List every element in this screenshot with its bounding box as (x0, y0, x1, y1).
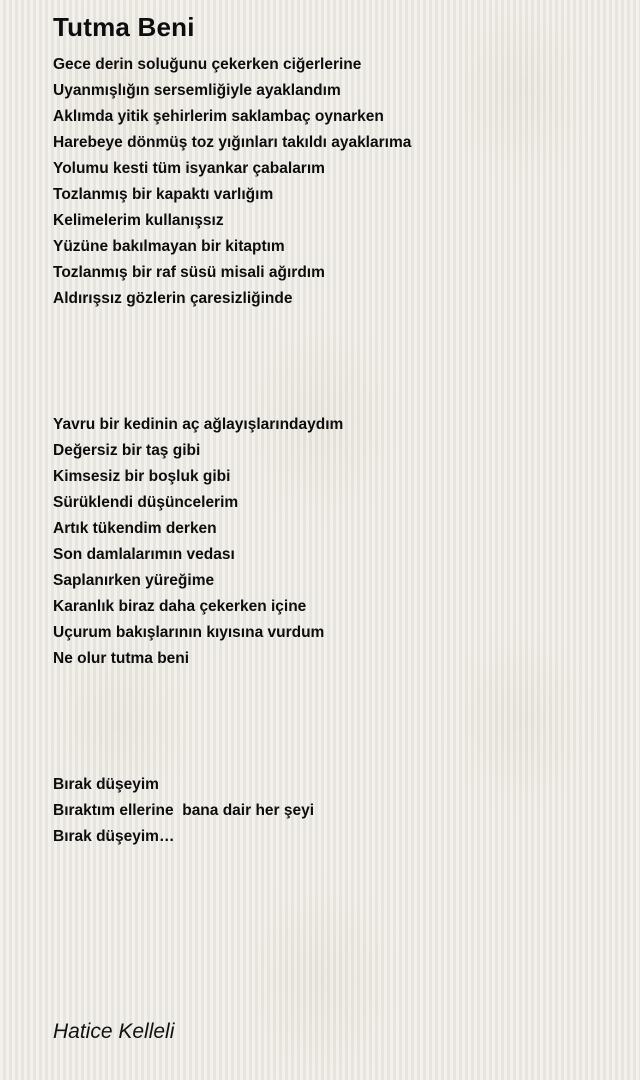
poem-line: Karanlık biraz daha çekerken içine (53, 598, 307, 615)
poem-line: Bıraktım ellerine bana dair her şeyi (53, 802, 315, 819)
poem-line: Yolumu kesti tüm isyankar çabalarım (53, 160, 325, 177)
stanza-1 (53, 52, 411, 312)
poem-line: Aklımda yitik şehirlerim saklambaç oynarken (53, 108, 384, 125)
poem-line: Değersiz bir taş gibi (53, 442, 201, 459)
poem-line: Kimsesiz bir boşluk gibi (53, 468, 231, 485)
poem-title: Tutma Beni (53, 12, 195, 42)
stanza-3 (53, 772, 314, 850)
poem-line: Yüzüne bakılmayan bir kitaptım (53, 238, 285, 255)
poem-line: Harebeye dönmüş toz yığınları takıldı ayaklarıma (53, 134, 412, 151)
poem-line: Gece derin soluğunu çekerken ciğerlerine (53, 56, 362, 73)
poem-line: Tozlanmış bir raf süsü misali ağırdım (53, 264, 325, 281)
poem-line: Sürüklendi düşüncelerim (53, 494, 239, 511)
poem-line: Aldırışsız gözlerin çaresizliğinde (53, 290, 293, 307)
poem-line: Saplanırken yüreğime (53, 572, 215, 589)
poem-line: Uçurum bakışlarının kıyısına vurdum (53, 624, 325, 641)
poem-line: Son damlalarımın vedası (53, 546, 235, 563)
poem-line: Yavru bir kedinin aç ağlayışlarındaydım (53, 416, 344, 433)
poem-line: Uyanmışlığın sersemliğiyle ayaklandım (53, 82, 341, 99)
poem-line: Bırak düşeyim… (53, 828, 175, 845)
poem-line: Ne olur tutma beni (53, 650, 190, 667)
poem-line: Artık tükendim derken (53, 520, 217, 537)
poem-line: Kelimelerim kullanışsız (53, 212, 224, 229)
stanza-2 (53, 412, 343, 672)
author-name: Hatice Kelleli (53, 1020, 175, 1043)
poem-line: Bırak düşeyim (53, 776, 159, 793)
poem-line: Tozlanmış bir kapaktı varlığım (53, 186, 274, 203)
